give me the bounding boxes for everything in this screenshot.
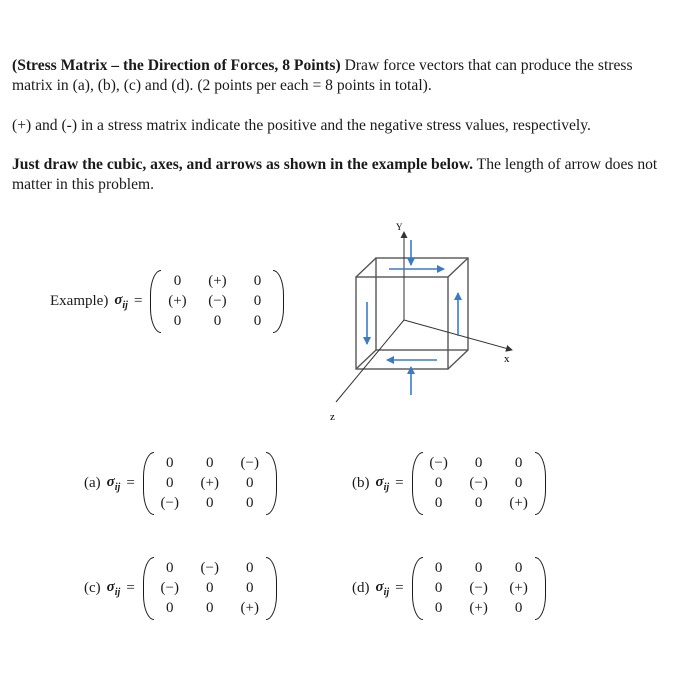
matrix-cell: 0 — [246, 580, 254, 596]
matrix-cell: (−) — [469, 580, 488, 596]
sigma-symbol — [107, 474, 121, 493]
matrix-cell: 0 — [434, 600, 443, 616]
sigma-letter: σ — [106, 474, 115, 490]
matrix-cell: 0 — [474, 495, 483, 511]
matrix-cell: 0 — [514, 475, 523, 491]
sigma-letter: σ — [375, 579, 384, 595]
left-paren — [412, 557, 423, 620]
sigma-symbol — [107, 579, 121, 598]
example-label: Example) — [50, 293, 109, 309]
sigma-symbol — [376, 579, 390, 598]
equals-sign: = — [133, 293, 143, 309]
matrix-body — [410, 557, 548, 620]
left-paren — [412, 452, 423, 515]
matrix-cell: 0 — [434, 475, 443, 491]
right-paren — [273, 270, 284, 333]
matrix-cell: (−) — [240, 455, 259, 471]
matrix-cell: 0 — [474, 560, 483, 576]
a-label: (a) — [84, 475, 101, 491]
matrix-cell: 0 — [253, 273, 262, 289]
matrix-cell: 0 — [253, 313, 262, 329]
matrix-cell: (−) — [429, 455, 448, 471]
matrix-body — [141, 452, 279, 515]
matrix-cell: (+) — [168, 293, 187, 309]
matrix-cell: (−) — [160, 495, 179, 511]
left-paren — [143, 557, 154, 620]
matrix-cell: (−) — [469, 475, 488, 491]
matrix-cell: 0 — [166, 560, 174, 576]
right-paren — [266, 452, 277, 515]
matrix-cell: 0 — [173, 313, 182, 329]
problem-title: (Stress Matrix – the Direction of Forces, 8 Points) — [12, 57, 341, 74]
equals-sign: = — [126, 475, 135, 491]
c-label: (c) — [84, 580, 101, 596]
matrix-d — [352, 557, 548, 620]
matrix-cell: 0 — [166, 600, 174, 616]
matrix-cell: (+) — [208, 273, 227, 289]
right-paren — [535, 557, 546, 620]
equals-sign: = — [395, 580, 404, 596]
x-axis — [404, 320, 512, 350]
x-axis-label: x — [504, 353, 510, 365]
matrix-cell: 0 — [514, 455, 523, 471]
z-axis — [336, 320, 404, 402]
matrix-cell: (−) — [200, 560, 219, 576]
matrix-cell: 0 — [213, 313, 222, 329]
matrix-cell: (+) — [200, 475, 219, 491]
matrix-body — [410, 452, 548, 515]
problem-statement — [12, 56, 662, 96]
z-axis-label: z — [330, 411, 335, 423]
left-paren — [143, 452, 154, 515]
instruction-bold: Just draw the cubic, axes, and arrows as shown in the example below. — [12, 156, 474, 173]
matrix-cell: 0 — [206, 580, 214, 596]
sigma-subscript: ij — [114, 482, 121, 493]
sign-note: (+) and (-) in a stress matrix indicate the positive and the negative stress values, respectively. — [12, 117, 591, 134]
equals-sign: = — [395, 475, 404, 491]
example-matrix — [50, 270, 286, 333]
matrix-cell: 0 — [246, 560, 254, 576]
matrix-cell: 0 — [246, 475, 254, 491]
equals-sign: = — [126, 580, 135, 596]
matrix-cell: 0 — [253, 293, 262, 309]
y-axis-label: Y — [396, 222, 403, 232]
sigma-letter: σ — [375, 474, 384, 490]
b-label: (b) — [352, 475, 370, 491]
cube-back-face — [376, 258, 468, 350]
matrix-body — [141, 557, 279, 620]
matrix-a — [84, 452, 279, 515]
matrix-cell: 0 — [206, 455, 214, 471]
matrix-cell: (−) — [160, 580, 179, 596]
matrix-cell: (+) — [469, 600, 488, 616]
matrix-cell: 0 — [166, 475, 174, 491]
matrix-cell: (+) — [509, 580, 528, 596]
d-label: (d) — [352, 580, 370, 596]
matrix-c — [84, 557, 279, 620]
matrix-cell: 0 — [173, 273, 182, 289]
sigma-subscript: ij — [122, 300, 128, 311]
cube-front-face — [356, 277, 448, 369]
matrix-cell: (+) — [240, 600, 259, 616]
sigma-subscript: ij — [383, 482, 390, 493]
instruction — [12, 155, 662, 195]
matrix-body — [148, 270, 286, 333]
matrix-b — [352, 452, 548, 515]
sigma-symbol — [376, 474, 390, 493]
matrix-cell: 0 — [474, 455, 483, 471]
matrix-cell: 0 — [434, 560, 443, 576]
right-paren — [266, 557, 277, 620]
sigma-symbol — [114, 292, 128, 311]
matrix-cell: (+) — [509, 495, 528, 511]
left-paren — [150, 270, 161, 333]
sigma-letter: σ — [114, 292, 123, 308]
instruction-rest: The length of arrow does not matter in this problem. — [12, 156, 658, 193]
matrix-cell: 0 — [166, 455, 174, 471]
matrix-cell: 0 — [514, 560, 523, 576]
matrix-cell: 0 — [206, 495, 214, 511]
sigma-letter: σ — [106, 579, 115, 595]
matrix-cell: 0 — [514, 600, 523, 616]
problem-intro: Draw force vectors that can produce the stress matrix in (a), (b), (c) and (d). (2 points per each = 8 points in total). — [12, 57, 633, 94]
sigma-subscript: ij — [114, 587, 121, 598]
sigma-subscript: ij — [383, 587, 390, 598]
matrix-cell: 0 — [434, 580, 443, 596]
matrix-cell: (−) — [208, 293, 227, 309]
matrix-cell: 0 — [434, 495, 443, 511]
right-paren — [535, 452, 546, 515]
matrix-cell: 0 — [246, 495, 254, 511]
matrix-cell: 0 — [206, 600, 214, 616]
